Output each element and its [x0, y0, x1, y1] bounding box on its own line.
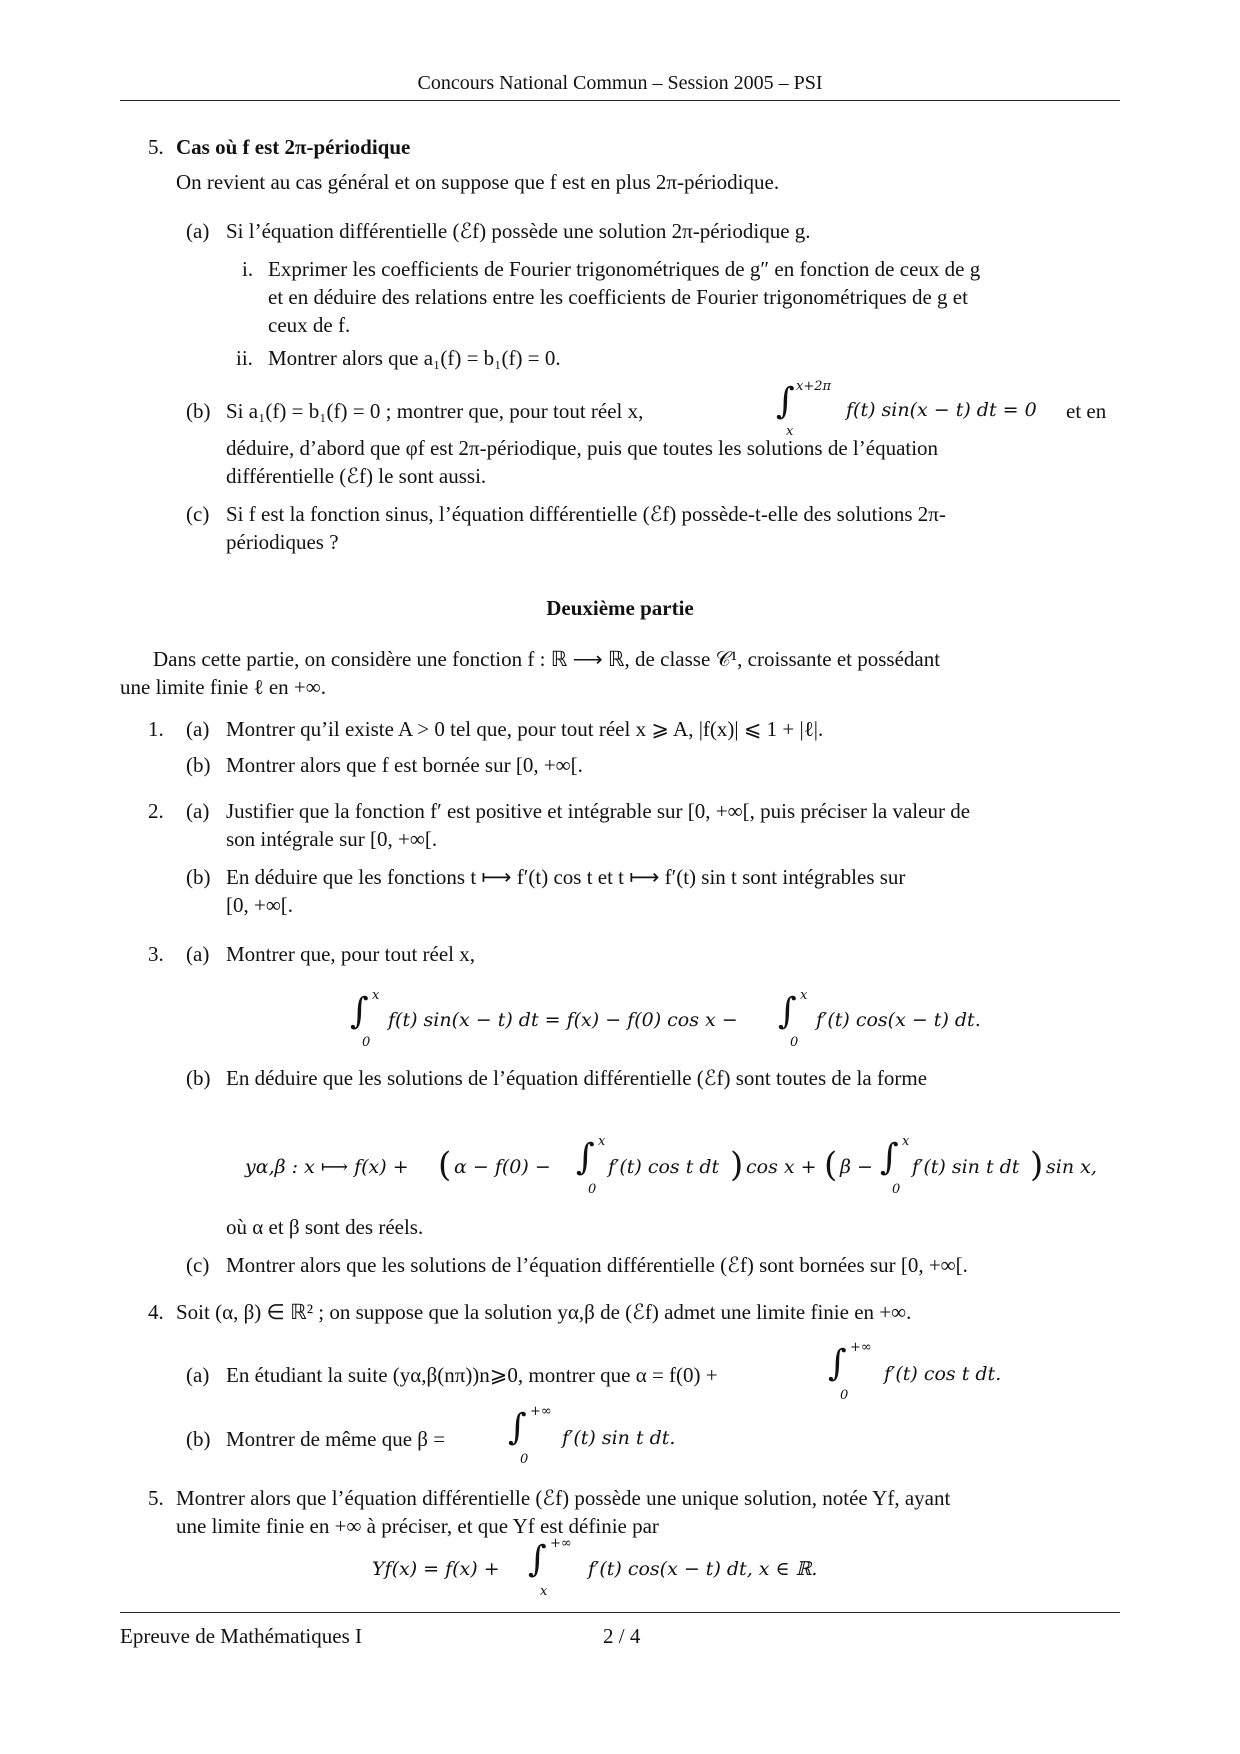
q3a-lower1: 0 — [362, 1035, 371, 1050]
q5-number: 5. — [148, 135, 164, 159]
integral-sign: ∫ — [880, 1137, 899, 1178]
p2-q3b-label: (b) — [186, 1066, 211, 1090]
q5b-int-upper: x+2π — [796, 379, 832, 394]
integral-sign: ∫ — [776, 381, 795, 422]
q3a-eq-part2: f′(t) cos(x − t) dt. — [816, 1009, 981, 1031]
integral-sign: ∫ — [508, 1407, 527, 1448]
q5c-line2: périodiques ? — [226, 530, 339, 554]
p2-q4a-pre: En étudiant la suite (yα,β(nπ))n⩾0, montrer que α = f(0) + — [226, 1363, 718, 1387]
q3b-eq-mid2: cos x + — [746, 1156, 817, 1178]
q4b-lower: 0 — [520, 1452, 529, 1467]
p2-q5-line2: une limite finie en +∞ à préciser, et que Yf est définie par — [176, 1514, 659, 1538]
p2-q3a-label: (a) — [186, 942, 210, 966]
p2-q1-number: 1. — [148, 717, 164, 741]
q5a-label: (a) — [186, 219, 210, 243]
q5b-line3: différentielle (ℰf) le sont aussi. — [226, 464, 487, 488]
p2-q5-number: 5. — [148, 1486, 164, 1510]
right-paren: ) — [730, 1145, 744, 1185]
q5a-i-label: i. — [242, 257, 254, 281]
p2-q3c-text: Montrer alors que les solutions de l’équation différentielle (ℰf) sont bornées sur [0, +∞[. — [226, 1253, 968, 1277]
q5c-label: (c) — [186, 502, 210, 526]
q3b-upper1: x — [598, 1134, 606, 1149]
q4a-lower: 0 — [840, 1388, 849, 1403]
footer-page-number: 2 / 4 — [603, 1624, 641, 1648]
q5b-line2: déduire, d’abord que φf est 2π-périodique, puis que toutes les solutions de l’équation — [226, 436, 939, 460]
p2-q3a-text: Montrer que, pour tout réel x, — [226, 942, 476, 966]
p2-q4b-pre: Montrer de même que β = — [226, 1427, 446, 1451]
p2-q1b-label: (b) — [186, 753, 211, 777]
p2-q4-text: Soit (α, β) ∈ ℝ² ; on suppose que la solution yα,β de (ℰf) admet une limite finie en +∞. — [176, 1300, 912, 1324]
p2-q2a-line1: Justifier que la fonction f′ est positive et intégrable sur [0, +∞[, puis préciser la valeur de — [226, 799, 971, 823]
q3b-eq-end: sin x, — [1046, 1156, 1097, 1178]
integral-sign: ∫ — [576, 1137, 595, 1178]
left-paren: ( — [824, 1145, 838, 1185]
left-paren: ( — [438, 1145, 452, 1185]
p2-q3c-label: (c) — [186, 1253, 210, 1277]
part2-intro-line1: Dans cette partie, on considère une fonction f : ℝ ⟶ ℝ, de classe 𝒞¹, croissante et possédant — [153, 647, 941, 671]
q5a-ii-text: Montrer alors que a₁(f) = b₁(f) = 0. — [268, 346, 561, 370]
q5-eq-lhs: Yf(x) = f(x) + — [372, 1558, 500, 1580]
p2-q3b-text: En déduire que les solutions de l’équation différentielle (ℰf) sont toutes de la forme — [226, 1066, 928, 1090]
part2-intro-line2: une limite finie ℓ en +∞. — [120, 675, 326, 699]
p2-q1b-text: Montrer alors que f est bornée sur [0, +∞[. — [226, 753, 583, 777]
p2-q2a-label: (a) — [186, 799, 210, 823]
p2-q4-number: 4. — [148, 1300, 164, 1324]
q5a-i-line1: Exprimer les coefficients de Fourier trigonométriques de g″ en fonction de ceux de g — [268, 257, 981, 281]
q3b-eq-mid3: β − — [840, 1156, 873, 1178]
p2-q4a-label: (a) — [186, 1363, 210, 1387]
q5a-i-line3: ceux de f. — [268, 313, 351, 337]
p2-q2-number: 2. — [148, 799, 164, 823]
q5-intro: On revient au cas général et on suppose que f est en plus 2π-périodique. — [176, 170, 780, 194]
q5-eq-upper: +∞ — [550, 1536, 572, 1551]
q3b-lower2: 0 — [892, 1182, 901, 1197]
q3b-eq-int1: f′(t) cos t dt — [608, 1156, 720, 1178]
q3a-eq-part1: f(t) sin(x − t) dt = f(x) − f(0) cos x − — [388, 1009, 738, 1031]
q3b-eq-mid1: α − f(0) − — [454, 1156, 551, 1178]
p2-q3-number: 3. — [148, 942, 164, 966]
q5-eq-lower: x — [540, 1584, 548, 1599]
p2-q2b-line1: En déduire que les fonctions t ⟼ f′(t) cos t et t ⟼ f′(t) sin t sont intégrables sur — [226, 865, 906, 889]
q3a-upper2: x — [800, 988, 808, 1003]
q5a-ii-label: ii. — [236, 346, 253, 370]
q3b-lower1: 0 — [588, 1182, 597, 1197]
q3b-after: où α et β sont des réels. — [226, 1215, 424, 1239]
q4a-upper: +∞ — [850, 1340, 872, 1355]
p2-q2b-line2: [0, +∞[. — [226, 893, 294, 917]
p2-q2a-line2: son intégrale sur [0, +∞[. — [226, 827, 438, 851]
integral-sign: ∫ — [828, 1343, 847, 1384]
page-header: Concours National Commun – Session 2005 – PSI — [417, 72, 823, 94]
q3a-upper1: x — [372, 988, 380, 1003]
q5a-i-line2: et en déduire des relations entre les coefficients de Fourier trigonométriques de g et — [268, 285, 968, 309]
q4b-upper: +∞ — [530, 1404, 552, 1419]
p2-q1a-label: (a) — [186, 717, 210, 741]
part2-heading: Deuxième partie — [546, 596, 694, 620]
q5c-line1: Si f est la fonction sinus, l’équation différentielle (ℰf) possède-t-elle des solutions 2π- — [226, 502, 946, 526]
q5a-text: Si l’équation différentielle (ℰf) possède une solution 2π-périodique g. — [226, 219, 811, 243]
q3b-eq-lhs: yα,β : x ⟼ f(x) + — [245, 1156, 409, 1178]
integral-sign: ∫ — [528, 1539, 547, 1580]
integral-sign: ∫ — [350, 991, 369, 1032]
q5b-label: (b) — [186, 399, 211, 423]
right-paren: ) — [1030, 1145, 1044, 1185]
p2-q2b-label: (b) — [186, 865, 211, 889]
q3b-upper2: x — [902, 1134, 910, 1149]
q5-title: Cas où f est 2π-périodique — [176, 135, 411, 159]
header-rule — [120, 100, 1120, 101]
q4a-post: f′(t) cos t dt. — [884, 1363, 1002, 1385]
integral-sign: ∫ — [778, 991, 797, 1032]
p2-q1a-text: Montrer qu’il existe A > 0 tel que, pour tout réel x ⩾ A, |f(x)| ⩽ 1 + |ℓ|. — [226, 717, 824, 741]
q5-eq-rhs: f′(t) cos(x − t) dt, x ∈ ℝ. — [588, 1558, 818, 1580]
q5b-int-lower: x — [786, 424, 794, 439]
p2-q5-line1: Montrer alors que l’équation différentielle (ℰf) possède une unique solution, notée Yf, ayant — [176, 1486, 951, 1510]
q4b-post: f′(t) sin t dt. — [562, 1427, 676, 1449]
p2-q4b-label: (b) — [186, 1427, 211, 1451]
footer-rule — [120, 1612, 1120, 1613]
footer-left: Epreuve de Mathématiques I — [120, 1624, 362, 1648]
q5b-line1-post: et en — [1066, 399, 1107, 423]
q3b-eq-int2: f′(t) sin t dt — [912, 1156, 1020, 1178]
q5b-line1-pre: Si a₁(f) = b₁(f) = 0 ; montrer que, pour tout réel x, — [226, 399, 644, 423]
q3a-lower2: 0 — [790, 1035, 799, 1050]
q5b-integrand: f(t) sin(x − t) dt = 0 — [846, 399, 1037, 421]
